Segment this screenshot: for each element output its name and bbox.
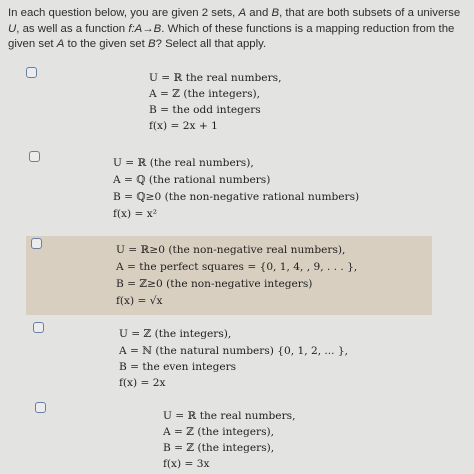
function-name: f:A→B [128, 22, 162, 35]
option-2-line: A = ℚ (the rational numbers) [113, 174, 271, 186]
option-5-line: A = ℤ (the integers), [163, 426, 275, 438]
option-4-line: U = ℤ (the integers), [119, 328, 232, 340]
option-1-line: B = the odd integers [149, 104, 261, 116]
set-b-name: B [271, 7, 280, 19]
question-part: ? Select all that apply. [155, 38, 267, 51]
question-part: , that are both subsets of a universe [279, 7, 461, 19]
option-5-line: f(x) = 3x [163, 458, 210, 470]
option-1-line: U = ℝ the real numbers, [149, 72, 282, 84]
question-part: In each question below, you are given 2 sets, [8, 7, 239, 19]
option-5-line: B = ℤ (the integers), [163, 442, 275, 454]
option-3-line: B = ℤ≥0 (the non-negative integers) [116, 278, 313, 290]
question-part: to the given set [64, 38, 148, 51]
option-5-line: U = ℝ the real numbers, [163, 410, 296, 422]
option-4-checkbox[interactable] [33, 322, 44, 333]
option-3-line: A = the perfect squares = {0, 1, 4, , 9, . . . }, [116, 261, 358, 273]
universe-name: U [8, 22, 17, 35]
set-b-name: B [147, 38, 156, 51]
option-4-line: B = the even integers [119, 361, 237, 373]
set-a-name: A [238, 7, 247, 19]
question-part: , as well as a function [16, 22, 129, 35]
option-1-checkbox[interactable] [26, 67, 37, 78]
question-part: . Which of these functions is a mapping reduction from the given set [8, 22, 455, 51]
option-1-line: A = ℤ (the integers), [149, 88, 261, 100]
option-3-line: f(x) = √x [116, 295, 163, 307]
option-1-line: f(x) = 2x + 1 [149, 120, 218, 132]
option-3-checkbox[interactable] [31, 238, 42, 249]
option-2-line: U = ℝ (the real numbers), [113, 157, 254, 169]
question-part: and [246, 7, 272, 19]
option-2-checkbox[interactable] [29, 151, 40, 162]
option-4-line: f(x) = 2x [119, 377, 166, 389]
option-3-line: U = ℝ≥0 (the non-negative real numbers), [116, 244, 346, 256]
option-2-line: B = ℚ≥0 (the non-negative rational numbers) [113, 191, 360, 203]
option-5-checkbox[interactable] [35, 402, 46, 413]
option-2-line: f(x) = x² [113, 208, 157, 220]
set-a-name: A [56, 38, 65, 51]
question-text [8, 6, 464, 53]
option-4-line: A = ℕ (the natural numbers) {0, 1, 2, ... }, [119, 345, 349, 357]
